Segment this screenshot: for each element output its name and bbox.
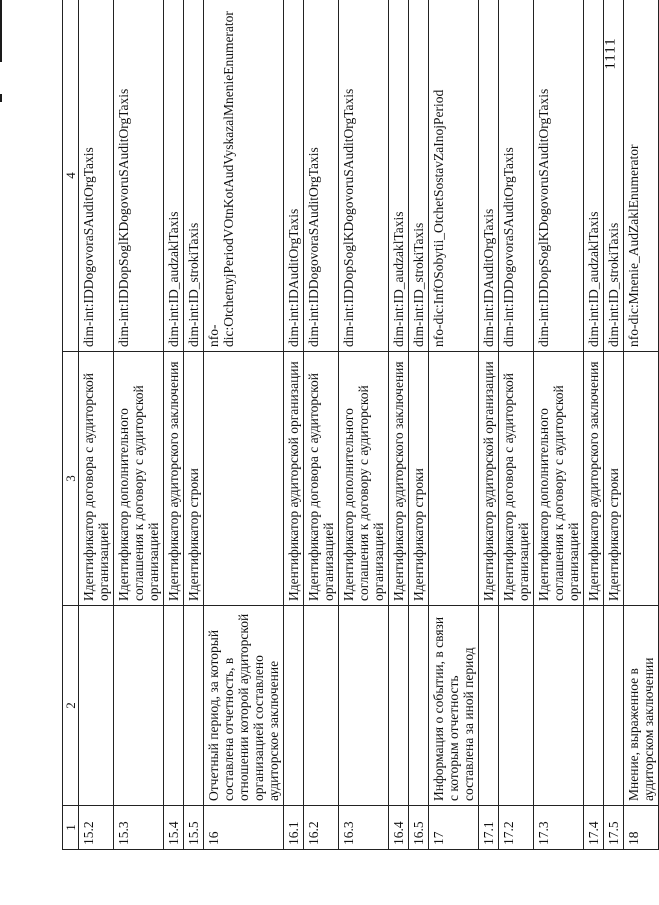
cell-code: dim-int:IDDogovoraSAuditOrgTaxis bbox=[304, 0, 339, 352]
table-row bbox=[479, 0, 499, 850]
header-cell: 3 bbox=[63, 352, 79, 606]
cell-num: 17.1 bbox=[479, 806, 499, 850]
cell-code: dim-int:ID_strokiTaxis bbox=[409, 0, 429, 352]
cell-name bbox=[389, 606, 409, 806]
cell-code: dim-int:ID_strokiTaxis bbox=[604, 0, 624, 352]
cell-name bbox=[479, 606, 499, 806]
header-row bbox=[63, 0, 79, 850]
cell-num: 15.3 bbox=[114, 806, 164, 850]
cell-num: 17.4 bbox=[584, 806, 604, 850]
cell-name: Мнение, выраженное в аудиторском заключении bbox=[624, 606, 659, 806]
table-row bbox=[499, 0, 534, 850]
cell-code: dim-int:ID_audzaklTaxis bbox=[584, 0, 604, 352]
cell-num: 16.1 bbox=[284, 806, 304, 850]
cell-code: nfo-dic:OtchetnyjPeriodVOtnKotAudVyskazalMnenieEnumerator bbox=[204, 0, 284, 352]
table-row bbox=[584, 0, 604, 850]
cell-code: dim-int:IDAuditOrgTaxis bbox=[284, 0, 304, 352]
cell-name: Отчетный период, за который составлена отчетность, в отношении которой аудиторской организацией составлено аудиторское заключение bbox=[204, 606, 284, 806]
cell-num: 17.3 bbox=[534, 806, 584, 850]
page-number: 1111 bbox=[602, 37, 619, 70]
cell-num: 15.5 bbox=[184, 806, 204, 850]
cell-desc: Идентификатор строки bbox=[409, 352, 429, 606]
cell-code: dim-int:IDDogovoraSAuditOrgTaxis bbox=[499, 0, 534, 352]
cell-code: nfo-dic:Mnenie_AudZaklEnumerator bbox=[624, 0, 659, 352]
table-row bbox=[409, 0, 429, 850]
cell-code: dim-int:IDDopSoglKDogovoruSAuditOrgTaxis bbox=[114, 0, 164, 352]
cell-desc: Идентификатор дополнительного соглашения к договору с аудиторской организацией bbox=[114, 352, 164, 606]
cell-name bbox=[304, 606, 339, 806]
table-body bbox=[63, 0, 659, 850]
cell-desc: Идентификатор договора с аудиторской организацией bbox=[79, 352, 114, 606]
header-cell: 4 bbox=[63, 0, 79, 352]
cell-desc: Идентификатор аудиторской организации bbox=[479, 352, 499, 606]
cell-num: 18 bbox=[624, 806, 659, 850]
cell-name bbox=[409, 606, 429, 806]
cell-desc: Идентификатор строки bbox=[604, 352, 624, 606]
table-row bbox=[389, 0, 409, 850]
cell-name bbox=[339, 606, 389, 806]
cell-code: dim-int:IDDopSoglKDogovoruSAuditOrgTaxis bbox=[534, 0, 584, 352]
table-row bbox=[534, 0, 584, 850]
cell-name bbox=[499, 606, 534, 806]
table-row bbox=[624, 0, 659, 850]
cell-desc: Идентификатор строки bbox=[184, 352, 204, 606]
cell-desc: Идентификатор договора с аудиторской организацией bbox=[499, 352, 534, 606]
cell-desc bbox=[624, 352, 659, 606]
cell-name bbox=[184, 606, 204, 806]
cell-name bbox=[79, 606, 114, 806]
cell-name bbox=[604, 606, 624, 806]
cell-desc: Идентификатор договора с аудиторской организацией bbox=[304, 352, 339, 606]
cell-desc bbox=[204, 352, 284, 606]
cell-num: 15.4 bbox=[164, 806, 184, 850]
cell-code: dim-int:ID_strokiTaxis bbox=[184, 0, 204, 352]
table-row bbox=[164, 0, 184, 850]
cell-desc: Идентификатор аудиторского заключения bbox=[584, 352, 604, 606]
cell-num: 17.2 bbox=[499, 806, 534, 850]
cell-desc bbox=[429, 352, 479, 606]
cell-num: 16 bbox=[204, 806, 284, 850]
cell-code: dim-int:IDDogovoraSAuditOrgTaxis bbox=[79, 0, 114, 352]
cell-desc: Идентификатор аудиторского заключения bbox=[389, 352, 409, 606]
cell-num: 16.5 bbox=[409, 806, 429, 850]
cell-desc: Идентификатор аудиторской организации bbox=[284, 352, 304, 606]
table-row bbox=[184, 0, 204, 850]
cell-desc: Идентификатор аудиторского заключения bbox=[164, 352, 184, 606]
cell-name bbox=[284, 606, 304, 806]
cell-num: 16.4 bbox=[389, 806, 409, 850]
cell-code: nfo-dic:InfOSobytii_OtchetSostavZaInojPeriod bbox=[429, 0, 479, 352]
cell-name bbox=[114, 606, 164, 806]
scan-edge-mark bbox=[0, 94, 2, 102]
cell-name bbox=[164, 606, 184, 806]
cell-num: 15.2 bbox=[79, 806, 114, 850]
cell-name: Информация о событии, в связи с которым отчетность составлена за иной период bbox=[429, 606, 479, 806]
cell-num: 16.3 bbox=[339, 806, 389, 850]
scan-edge-mark bbox=[0, 0, 2, 62]
cell-code: dim-int:IDAuditOrgTaxis bbox=[479, 0, 499, 352]
header-cell: 1 bbox=[63, 806, 79, 850]
cell-name bbox=[534, 606, 584, 806]
cell-desc: Идентификатор дополнительного соглашения к договору с аудиторской организацией bbox=[339, 352, 389, 606]
cell-code: dim-int:IDDopSoglKDogovoruSAuditOrgTaxis bbox=[339, 0, 389, 352]
cell-num: 17 bbox=[429, 806, 479, 850]
table-row bbox=[114, 0, 164, 850]
table-row bbox=[604, 0, 624, 850]
mapping-table bbox=[62, 0, 659, 850]
table-row bbox=[204, 0, 284, 850]
cell-desc: Идентификатор дополнительного соглашения к договору с аудиторской организацией bbox=[534, 352, 584, 606]
table-row bbox=[79, 0, 114, 850]
header-cell: 2 bbox=[63, 606, 79, 806]
cell-code: dim-int:ID_audzaklTaxis bbox=[164, 0, 184, 352]
cell-code: dim-int:ID_audzaklTaxis bbox=[389, 0, 409, 352]
cell-num: 17.5 bbox=[604, 806, 624, 850]
table-row bbox=[304, 0, 339, 850]
cell-name bbox=[584, 606, 604, 806]
cell-num: 16.2 bbox=[304, 806, 339, 850]
table-row bbox=[284, 0, 304, 850]
table-row bbox=[339, 0, 389, 850]
table-row bbox=[429, 0, 479, 850]
